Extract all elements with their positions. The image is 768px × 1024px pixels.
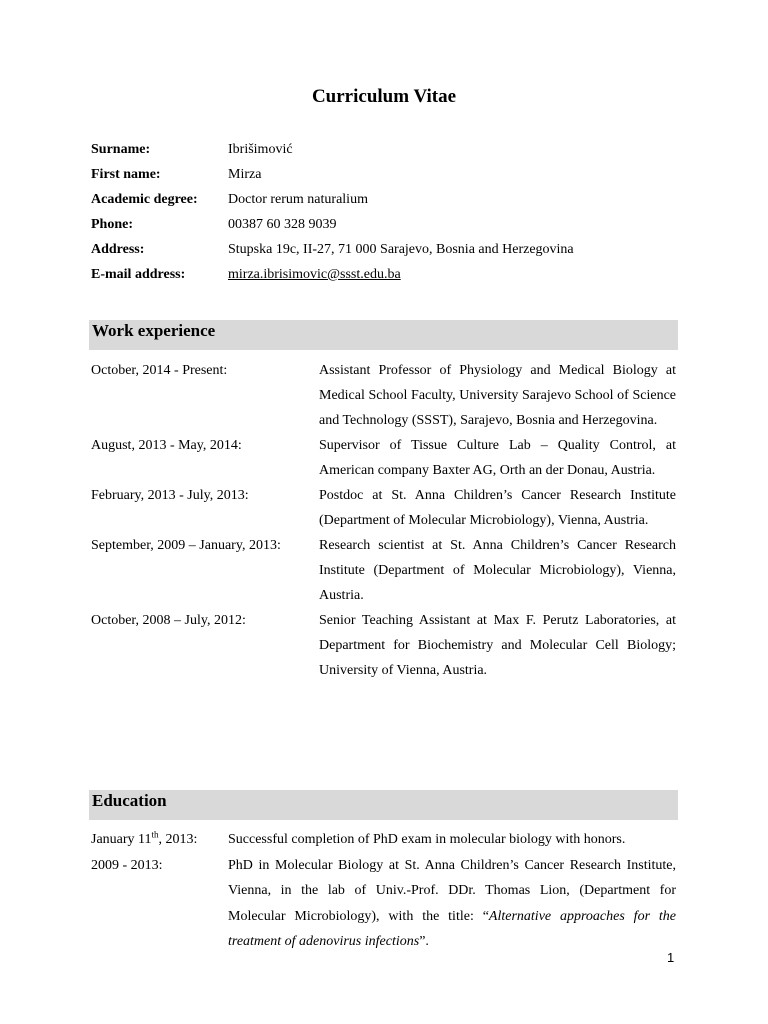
thesis-title: Alternative approaches for the treatment of adenovirus infections	[228, 908, 676, 949]
work-description: Postdoc at St. Anna Children’s Cancer Research Institute (Department of Molecular Microbiology), Vienna, Austria.	[319, 488, 676, 528]
first-name-label: First name:	[91, 167, 161, 182]
work-item	[91, 483, 676, 533]
academic-degree-label: Academic degree:	[91, 192, 198, 207]
surname-label: Surname:	[91, 142, 151, 157]
email-link[interactable]: mirza.ibrisimovic@ssst.edu.ba	[228, 267, 401, 282]
phone-label: Phone:	[91, 217, 133, 232]
education-date: January 11th, 2013:	[91, 829, 198, 847]
address-value: Stupska 19c, II-27, 71 000 Sarajevo, Bosnia and Herzegovina	[228, 242, 574, 257]
phone-row	[91, 217, 681, 242]
education-heading: Education	[89, 790, 678, 820]
work-item	[91, 608, 676, 683]
work-description: Research scientist at St. Anna Children’s Cancer Research Institute (Department of Molecular Microbiology), Vienna, Austria.	[319, 538, 676, 603]
email-label: E-mail address:	[91, 267, 186, 282]
personal-info	[91, 142, 681, 292]
work-item	[91, 433, 676, 483]
document-title: Curriculum Vitae	[311, 86, 457, 107]
phone-value: 00387 60 328 9039	[228, 217, 337, 232]
email-row	[91, 267, 681, 292]
education-description: PhD in Molecular Biology at St. Anna Children’s Cancer Research Institute, Vienna, in the lab of Univ.-Prof. DDr. Thomas Lion, (Department for Molecular Microbiology), with the title: “Alternative approaches for the treatment of adenovirus infections”.	[228, 857, 676, 949]
first-name-row	[91, 167, 681, 192]
education-date: 2009 - 2013:	[91, 857, 163, 873]
address-label: Address:	[91, 242, 145, 257]
work-experience-heading: Work experience	[89, 320, 678, 350]
work-item	[91, 533, 676, 608]
work-date: August, 2013 - May, 2014:	[91, 438, 242, 453]
page-number: 1	[667, 950, 675, 965]
education-list	[91, 827, 676, 955]
work-description: Assistant Professor of Physiology and Medical Biology at Medical School Faculty, University Sarajevo School of Science and Technology (SSST), Sarajevo, Bosnia and Herzegovina.	[319, 363, 676, 428]
work-item	[91, 358, 676, 433]
surname-row	[91, 142, 681, 167]
work-description: Supervisor of Tissue Culture Lab – Quality Control, at American company Baxter AG, Orth an der Donau, Austria.	[319, 438, 676, 478]
education-item	[91, 827, 676, 853]
work-date: September, 2009 – January, 2013:	[91, 538, 281, 553]
education-description: Successful completion of PhD exam in molecular biology with honors.	[228, 832, 626, 847]
surname-value: Ibrišimović	[228, 142, 293, 157]
work-experience-list	[91, 358, 676, 683]
work-date: October, 2014 - Present:	[91, 363, 228, 378]
work-date: October, 2008 – July, 2012:	[91, 613, 246, 628]
academic-degree-row	[91, 192, 681, 217]
education-item	[91, 853, 676, 955]
work-description: Senior Teaching Assistant at Max F. Perutz Laboratories, at Department for Biochemistry and Molecular Cell Biology; University of Vienna, Austria.	[319, 613, 676, 678]
work-date: February, 2013 - July, 2013:	[91, 488, 249, 503]
academic-degree-value: Doctor rerum naturalium	[228, 192, 368, 207]
first-name-value: Mirza	[228, 167, 262, 182]
address-row	[91, 242, 681, 267]
